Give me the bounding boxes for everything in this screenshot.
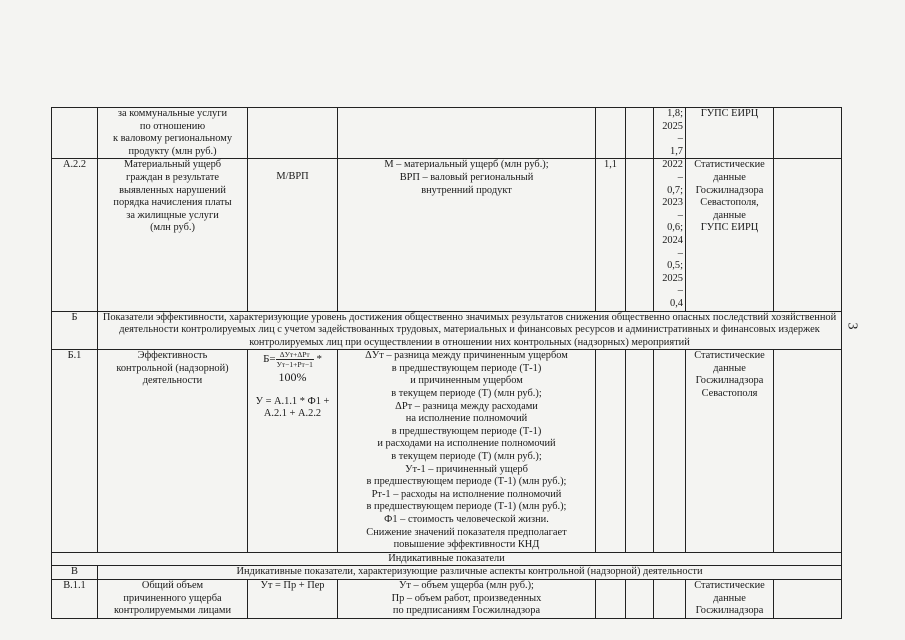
row-empty-cell (626, 159, 654, 311)
section-code: В (52, 566, 98, 580)
row-target-values: 2022 – 0,7; 2023 – 0,6; 2024 – 0,5; 2025 – 0,4 (654, 159, 686, 311)
table-row (52, 108, 842, 159)
row-source: Статистические данные Госжилнадзора Севастополя, данные ГУПС ЕИРЦ (686, 159, 774, 311)
row-description: М – материальный ущерб (млн руб.); ВРП – валовый региональный внутренний продукт (338, 159, 596, 311)
row-name: Общий объем причиненного ущерба контролируемыми лицами (98, 579, 248, 618)
row-empty-cell (626, 108, 654, 159)
page-number: 3 (844, 322, 860, 330)
section-row (52, 311, 842, 350)
section-title: Индикативные показатели, характеризующие различные аспекты контрольной (надзорной) деятельности (98, 566, 842, 580)
formula-percent: 100% (278, 370, 307, 385)
indicative-header: Индикативные показатели (52, 552, 842, 566)
row-source: Статистические данные Госжилнадзора (686, 579, 774, 618)
row-code (52, 108, 98, 159)
row-description: Ут – объем ущерба (млн руб.); Пр – объем работ, произведенных по предписаниям Госжилнадзора (338, 579, 596, 618)
row-empty-cell (596, 350, 626, 553)
formula-lhs: Б= (263, 353, 276, 366)
formula-denominator: Ут−1+Рт−1 (276, 360, 313, 370)
row-empty-cell (626, 350, 654, 553)
row-description: ΔУт – разница между причиненным ущербом в предшествующем периоде (Т-1) и причиненным ущербом в текущем периоде (Т) (млн руб.); ΔРт – разница между расходами на исполнение полномочий в предшествующем периоде (Т-1) и расходами на исполнение полномочий в текущем периоде (Т) (млн руб.); Ут-1 – причиненный ущерб в предшествующем периоде (Т-1) (млн руб.); Рт-1 – расходы на исполнение полномочий в предшествующем периоде (Т-1) (млн руб.); Ф1 – стоимость человеческой жизни. Снижение значений показателя предполагает повышение эффективности КНД (338, 350, 596, 553)
row-empty-cell (774, 579, 842, 618)
row-empty-cell (596, 579, 626, 618)
row-base-value (596, 108, 626, 159)
row-formula (248, 108, 338, 159)
row-name: Материальный ущерб граждан в результате выявленных нарушений порядка начисления платы за жилищные услуги (млн руб.) (98, 159, 248, 311)
formula-numerator: ΔУт+ΔРт (276, 350, 314, 360)
row-empty-cell (774, 350, 842, 553)
subheader-row (52, 552, 842, 566)
row-target-values: 1,8; 2025 – 1,7 (654, 108, 686, 159)
row-base-value: 1,1 (596, 159, 626, 311)
row-formula (248, 350, 338, 553)
row-empty-cell (654, 579, 686, 618)
row-empty-cell (626, 579, 654, 618)
row-empty-cell (774, 159, 842, 311)
row-code: В.1.1 (52, 579, 98, 618)
table-row (52, 579, 842, 618)
table-row (52, 159, 842, 311)
row-name: за коммунальные услуги по отношению к валовому региональному продукту (млн руб.) (98, 108, 248, 159)
indicators-table (51, 107, 842, 619)
section-row (52, 566, 842, 580)
row-code: Б.1 (52, 350, 98, 553)
row-code: А.2.2 (52, 159, 98, 311)
formula-multiply: * (316, 353, 322, 366)
row-source: Статистические данные Госжилнадзора Севастополя (686, 350, 774, 553)
formula-fraction (276, 350, 314, 369)
row-empty-cell (774, 108, 842, 159)
row-source: ГУПС ЕИРЦ (686, 108, 774, 159)
row-name: Эффективность контрольной (надзорной) деятельности (98, 350, 248, 553)
row-formula: М/ВРП (248, 159, 338, 311)
section-code: Б (52, 311, 98, 350)
row-formula: Ут = Пр + Пер (248, 579, 338, 618)
row-empty-cell (654, 350, 686, 553)
row-description (338, 108, 596, 159)
formula-sum: У = А.1.1 * Ф1 + А.2.1 + А.2.2 (255, 395, 330, 420)
table-row (52, 350, 842, 553)
section-title: Показатели эффективности, характеризующие уровень достижения общественно значимых результатов снижения общественно опасных последствий хозяйственной деятельности контролируемых лиц с учетом задействованных трудовых, материальных и финансовых ресурсов и административных и финансовых издержек контролируемых лиц при осуществлении в отношении них контрольных (надзорных) мероприятий (98, 311, 842, 350)
